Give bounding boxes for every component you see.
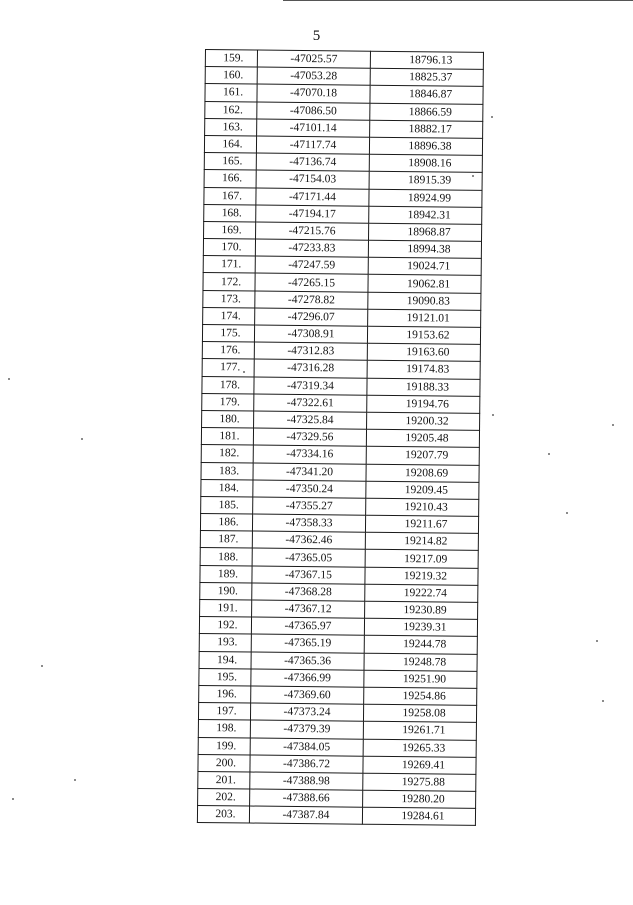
x-coordinate-cell: -47053.28 bbox=[257, 67, 370, 85]
x-coordinate-cell: -47316.28 bbox=[254, 359, 367, 377]
y-coordinate-cell: 18908.16 bbox=[369, 154, 482, 172]
y-coordinate-cell: 19244.78 bbox=[364, 636, 477, 654]
y-coordinate-cell: 19254.86 bbox=[364, 687, 477, 705]
point-number-cell: 179. bbox=[202, 393, 254, 411]
x-coordinate-cell: -47325.84 bbox=[254, 411, 367, 429]
x-coordinate-cell: -47117.74 bbox=[256, 136, 369, 154]
point-number-cell: 195. bbox=[199, 668, 251, 686]
point-number-cell: 171. bbox=[203, 256, 255, 274]
scan-speck bbox=[602, 700, 604, 702]
x-coordinate-cell: -47355.27 bbox=[253, 497, 366, 515]
x-coordinate-cell: -47171.44 bbox=[256, 188, 369, 206]
point-number-cell: 160. bbox=[205, 67, 257, 85]
scan-speck bbox=[491, 116, 493, 118]
x-coordinate-cell: -47247.59 bbox=[255, 256, 368, 274]
point-number-cell: 196. bbox=[199, 685, 251, 703]
y-coordinate-cell: 18825.37 bbox=[370, 68, 483, 86]
scan-speck bbox=[492, 414, 494, 416]
page-number: 5 bbox=[312, 28, 321, 44]
x-coordinate-cell: -47367.12 bbox=[252, 600, 365, 618]
x-coordinate-cell: -47154.03 bbox=[256, 170, 369, 188]
point-number-cell: 181. bbox=[201, 428, 253, 446]
x-coordinate-cell: -47366.99 bbox=[251, 669, 364, 687]
point-number-cell: 168. bbox=[204, 204, 256, 222]
y-coordinate-cell: 18942.31 bbox=[369, 206, 482, 224]
y-coordinate-cell: 19174.83 bbox=[367, 361, 480, 379]
point-number-cell: 159. bbox=[205, 50, 257, 68]
point-number-cell: 184. bbox=[201, 479, 253, 497]
coordinates-table bbox=[197, 49, 484, 826]
x-coordinate-cell: -47215.76 bbox=[256, 222, 369, 240]
y-coordinate-cell: 19275.88 bbox=[363, 773, 476, 791]
coordinates-table-body bbox=[197, 50, 483, 826]
y-coordinate-cell: 19090.83 bbox=[368, 292, 481, 310]
point-number-cell: 163. bbox=[205, 118, 257, 136]
y-coordinate-cell: 19239.31 bbox=[364, 618, 477, 636]
x-coordinate-cell: -47312.83 bbox=[254, 342, 367, 360]
point-number-cell: 187. bbox=[200, 531, 252, 549]
table-row bbox=[197, 806, 475, 826]
scan-speck bbox=[81, 438, 83, 440]
scan-speck bbox=[596, 640, 598, 642]
point-number-cell: 176. bbox=[202, 342, 254, 360]
point-number-cell: 166. bbox=[204, 170, 256, 188]
y-coordinate-cell: 18796.13 bbox=[370, 51, 483, 69]
scan-speck bbox=[12, 798, 14, 800]
y-coordinate-cell: 19269.41 bbox=[363, 756, 476, 774]
y-coordinate-cell: 19280.20 bbox=[363, 790, 476, 808]
y-coordinate-cell: 18994.38 bbox=[368, 240, 481, 258]
y-coordinate-cell: 19258.08 bbox=[363, 704, 476, 722]
y-coordinate-cell: 18882.17 bbox=[370, 120, 483, 138]
y-coordinate-cell: 19121.01 bbox=[368, 309, 481, 327]
x-coordinate-cell: -47369.60 bbox=[251, 686, 364, 704]
x-coordinate-cell: -47334.16 bbox=[253, 445, 366, 463]
x-coordinate-cell: -47322.61 bbox=[254, 394, 367, 412]
x-coordinate-cell: -47350.24 bbox=[253, 480, 366, 498]
x-coordinate-cell: -47070.18 bbox=[257, 84, 370, 102]
point-number-cell: 170. bbox=[203, 239, 255, 257]
point-number-cell: 191. bbox=[200, 599, 252, 617]
x-coordinate-cell: -47358.33 bbox=[252, 514, 365, 532]
x-coordinate-cell: -47341.20 bbox=[253, 463, 366, 481]
point-number-cell: 177. bbox=[202, 359, 254, 377]
scan-speck bbox=[8, 378, 10, 380]
y-coordinate-cell: 19194.76 bbox=[367, 395, 480, 413]
x-coordinate-cell: -47386.72 bbox=[250, 755, 363, 773]
x-coordinate-cell: -47373.24 bbox=[250, 703, 363, 721]
x-coordinate-cell: -47308.91 bbox=[254, 325, 367, 343]
point-number-cell: 183. bbox=[201, 462, 253, 480]
x-coordinate-cell: -47365.97 bbox=[251, 617, 364, 635]
x-coordinate-cell: -47086.50 bbox=[257, 102, 370, 120]
y-coordinate-cell: 19200.32 bbox=[367, 412, 480, 430]
y-coordinate-cell: 18866.59 bbox=[370, 103, 483, 121]
y-coordinate-cell: 18896.38 bbox=[369, 137, 482, 155]
y-coordinate-cell: 19217.09 bbox=[365, 550, 478, 568]
y-coordinate-cell: 19153.62 bbox=[367, 326, 480, 344]
point-number-cell: 199. bbox=[198, 737, 250, 755]
point-number-cell: 175. bbox=[202, 324, 254, 342]
point-number-cell: 198. bbox=[198, 720, 250, 738]
y-coordinate-cell: 19284.61 bbox=[362, 807, 475, 825]
point-number-cell: 188. bbox=[200, 548, 252, 566]
y-coordinate-cell: 19207.79 bbox=[366, 447, 479, 465]
x-coordinate-cell: -47265.15 bbox=[255, 273, 368, 291]
point-number-cell: 167. bbox=[204, 187, 256, 205]
y-coordinate-cell: 18915.39 bbox=[369, 172, 482, 190]
y-coordinate-cell: 19062.81 bbox=[368, 275, 481, 293]
point-number-cell: 185. bbox=[201, 496, 253, 514]
y-coordinate-cell: 19251.90 bbox=[364, 670, 477, 688]
x-coordinate-cell: -47278.82 bbox=[255, 291, 368, 309]
point-number-cell: 173. bbox=[203, 290, 255, 308]
point-number-cell: 165. bbox=[204, 153, 256, 171]
y-coordinate-cell: 19248.78 bbox=[364, 653, 477, 671]
point-number-cell: 200. bbox=[198, 754, 250, 772]
y-coordinate-cell: 19222.74 bbox=[365, 584, 478, 602]
point-number-cell: 180. bbox=[202, 410, 254, 428]
scan-speck bbox=[243, 371, 245, 373]
point-number-cell: 190. bbox=[200, 582, 252, 600]
point-number-cell: 202. bbox=[198, 789, 250, 807]
point-number-cell: 197. bbox=[198, 703, 250, 721]
scan-speck bbox=[566, 512, 568, 514]
y-coordinate-cell: 19205.48 bbox=[366, 429, 479, 447]
x-coordinate-cell: -47367.15 bbox=[252, 566, 365, 584]
x-coordinate-cell: -47368.28 bbox=[252, 583, 365, 601]
y-coordinate-cell: 19208.69 bbox=[366, 464, 479, 482]
x-coordinate-cell: -47319.34 bbox=[254, 377, 367, 395]
x-coordinate-cell: -47233.83 bbox=[255, 239, 368, 257]
x-coordinate-cell: -47296.07 bbox=[255, 308, 368, 326]
scan-speck bbox=[472, 175, 474, 177]
x-coordinate-cell: -47365.19 bbox=[251, 634, 364, 652]
y-coordinate-cell: 19214.82 bbox=[365, 532, 478, 550]
point-number-cell: 172. bbox=[203, 273, 255, 291]
y-coordinate-cell: 19188.33 bbox=[367, 378, 480, 396]
point-number-cell: 194. bbox=[199, 651, 251, 669]
point-number-cell: 192. bbox=[199, 617, 251, 635]
scan-speck bbox=[74, 779, 76, 781]
point-number-cell: 162. bbox=[205, 101, 257, 119]
x-coordinate-cell: -47365.05 bbox=[252, 548, 365, 566]
scan-speck bbox=[548, 453, 550, 455]
x-coordinate-cell: -47194.17 bbox=[256, 205, 369, 223]
y-coordinate-cell: 19163.60 bbox=[367, 343, 480, 361]
x-coordinate-cell: -47388.66 bbox=[250, 789, 363, 807]
point-number-cell: 182. bbox=[201, 445, 253, 463]
scan-speck bbox=[41, 665, 43, 667]
point-number-cell: 161. bbox=[205, 84, 257, 102]
y-coordinate-cell: 18968.87 bbox=[369, 223, 482, 241]
y-coordinate-cell: 18846.87 bbox=[370, 86, 483, 104]
point-number-cell: 193. bbox=[199, 634, 251, 652]
point-number-cell: 203. bbox=[197, 806, 249, 824]
y-coordinate-cell: 19210.43 bbox=[366, 498, 479, 516]
y-coordinate-cell: 19230.89 bbox=[365, 601, 478, 619]
point-number-cell: 164. bbox=[204, 135, 256, 153]
point-number-cell: 169. bbox=[204, 221, 256, 239]
x-coordinate-cell: -47388.98 bbox=[250, 772, 363, 790]
x-coordinate-cell: -47101.14 bbox=[257, 119, 370, 137]
y-coordinate-cell: 19024.71 bbox=[368, 257, 481, 275]
y-coordinate-cell: 19219.32 bbox=[365, 567, 478, 585]
y-coordinate-cell: 19261.71 bbox=[363, 722, 476, 740]
y-coordinate-cell: 18924.99 bbox=[369, 189, 482, 207]
y-coordinate-cell: 19265.33 bbox=[363, 739, 476, 757]
point-number-cell: 174. bbox=[203, 307, 255, 325]
scan-speck bbox=[612, 424, 614, 426]
point-number-cell: 189. bbox=[200, 565, 252, 583]
x-coordinate-cell: -47362.46 bbox=[252, 531, 365, 549]
top-rule bbox=[283, 0, 633, 1]
x-coordinate-cell: -47379.39 bbox=[250, 720, 363, 738]
y-coordinate-cell: 19211.67 bbox=[365, 515, 478, 533]
point-number-cell: 201. bbox=[198, 771, 250, 789]
x-coordinate-cell: -47329.56 bbox=[253, 428, 366, 446]
x-coordinate-cell: -47384.05 bbox=[250, 738, 363, 756]
point-number-cell: 178. bbox=[202, 376, 254, 394]
point-number-cell: 186. bbox=[200, 514, 252, 532]
x-coordinate-cell: -47387.84 bbox=[249, 806, 362, 824]
y-coordinate-cell: 19209.45 bbox=[366, 481, 479, 499]
x-coordinate-cell: -47136.74 bbox=[256, 153, 369, 171]
x-coordinate-cell: -47365.36 bbox=[251, 652, 364, 670]
x-coordinate-cell: -47025.57 bbox=[257, 50, 370, 68]
